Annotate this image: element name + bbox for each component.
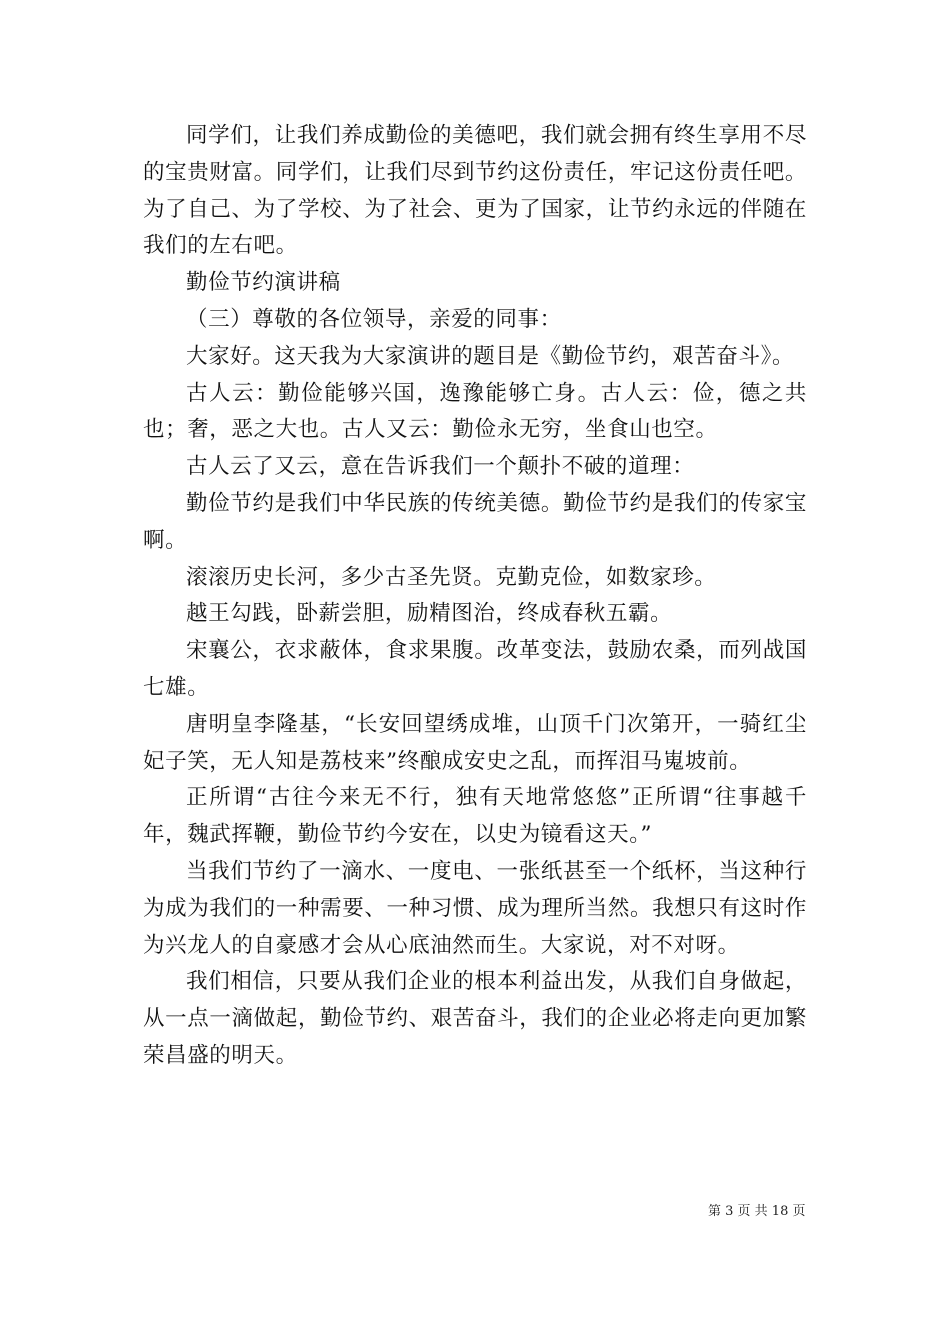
- paragraph: 当我们节约了一滴水、一度电、一张纸甚至一个纸杯，当这种行为成为我们的一种需要、一种习惯、成为理所当然。我想只有这时作为兴龙人的自豪感才会从心底油然而生。大家说，对不对呀。: [143, 858, 807, 958]
- salutation: （三）尊敬的各位领导，亲爱的同事：: [186, 306, 562, 332]
- paragraph: 古人云：勤俭能够兴国，逸豫能够亡身。古人云：俭，德之共也；奢，恶之大也。古人又云：勤俭永无穷，坐食山也空。: [143, 380, 807, 443]
- page-number: 第 3 页 共 18 页: [708, 1204, 806, 1219]
- paragraph: 越王勾践，卧薪尝胆，励精图治，终成春秋五霸。: [186, 601, 673, 627]
- paragraph: 滚滚历史长河，多少古圣先贤。克勤克俭，如数家珍。: [186, 564, 717, 590]
- document-body: [143, 118, 807, 1075]
- speech-title: 勤俭节约演讲稿: [186, 270, 341, 296]
- paragraph: 勤俭节约是我们中华民族的传统美德。勤俭节约是我们的传家宝啊。: [143, 490, 807, 553]
- paragraph: 唐明皇李隆基，“长安回望绣成堆，山顶千门次第开，一骑红尘妃子笑，无人知是荔枝来”终酿成安史之乱，而挥泪马嵬坡前。: [143, 711, 807, 774]
- paragraph: 大家好。这天我为大家演讲的题目是《勤俭节约，艰苦奋斗》。: [186, 343, 795, 369]
- paragraph: 我们相信，只要从我们企业的根本利益出发，从我们自身做起，从一点一滴做起，勤俭节约、艰苦奋斗，我们的企业必将走向更加繁荣昌盛的明天。: [143, 969, 807, 1068]
- paragraph: 正所谓“古往今来无不行，独有天地常悠悠”正所谓“往事越千年，魏武挥鞭，勤俭节约今安在，以史为镜看这天。”: [143, 785, 807, 848]
- paragraph: 古人云了又云，意在告诉我们一个颠扑不破的道理：: [186, 454, 695, 480]
- paragraph: 同学们，让我们养成勤俭的美德吧，我们就会拥有终生享用不尽的宝贵财富。同学们，让我们尽到节约这份责任，牢记这份责任吧。为了自己、为了学校、为了社会、更为了国家，让节约永远的伴随在我们的左右吧。: [143, 123, 807, 259]
- paragraph: 宋襄公，衣求蔽体，食求果腹。改革变法，鼓励农桑，而列战国七雄。: [143, 638, 807, 700]
